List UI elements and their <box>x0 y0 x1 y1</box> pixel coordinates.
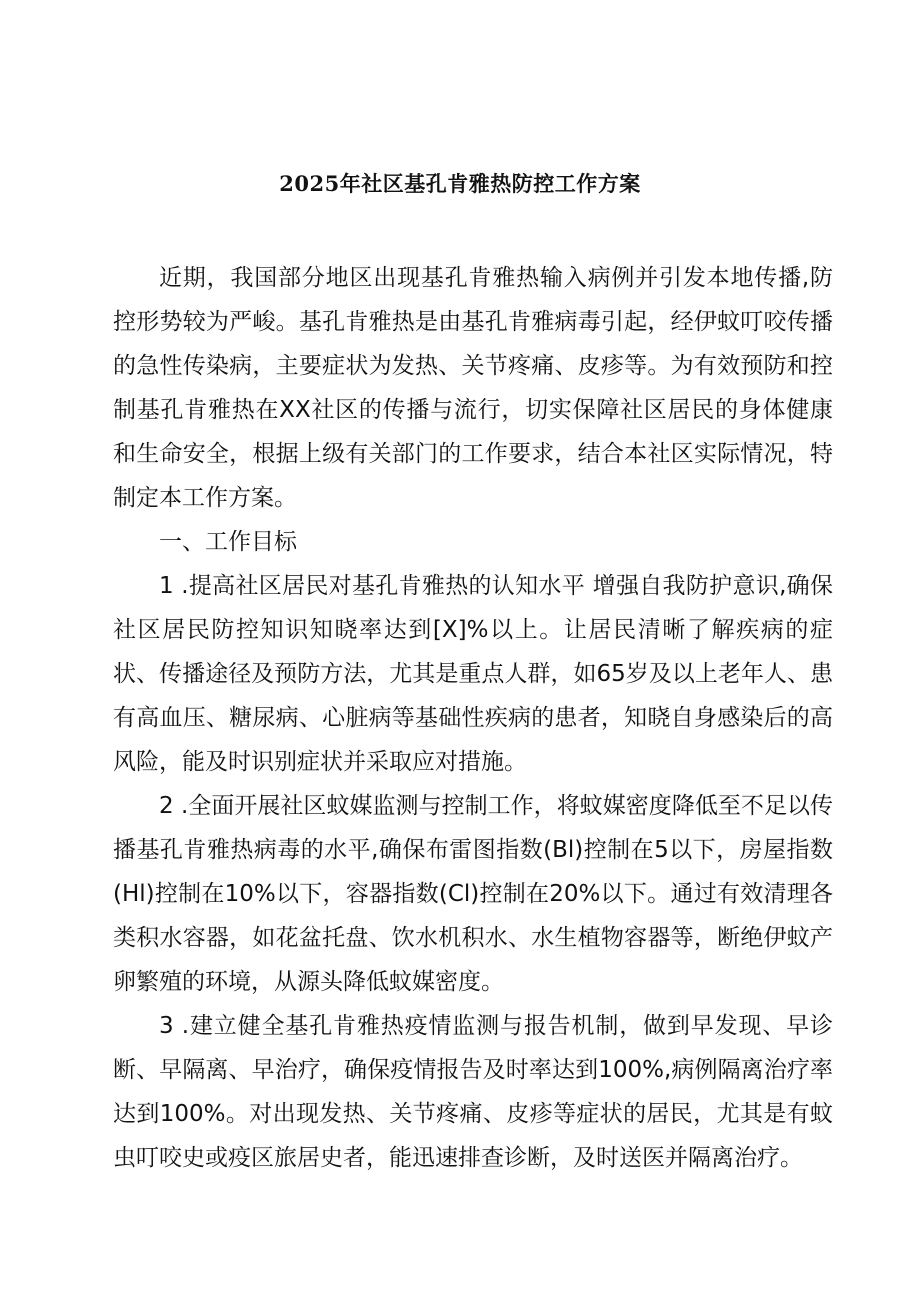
goal-item-3: 3 .建立健全基孔肯雅热疫情监测与报告机制，做到早发现、早诊断、早隔离、早治疗，确保疫情报告及时率达到100%,病例隔离治疗率达到100%。对出现发热、关节疼痛、皮疹等症状的居民，尤其是有蚊虫叮咬史或疫区旅居史者，能迅速排查诊断，及时送医并隔离治疗。 <box>113 1013 833 1171</box>
goal-item-2: 2 .全面开展社区蚊媒监测与控制工作，将蚊媒密度降低至不足以传播基孔肯雅热病毒的水平,确保布雷图指数(Bl)控制在5以下，房屋指数(Hl)控制在10%以下，容器指数(Cl)控制在20%以下。通过有效清理各类积水容器，如花盆托盘、饮水机积水、水生植物容器等，断绝伊蚊产卵繁殖的环境，从源头降低蚊媒密度。 <box>113 793 833 995</box>
intro-paragraph: 近期，我国部分地区出现基孔肯雅热输入病例并引发本地传播,防控形势较为严峻。基孔肯雅热是由基孔肯雅病毒引起，经伊蚊叮咬传播的急性传染病，主要症状为发热、关节疼痛、皮疹等。为有效预防和控制基孔肯雅热在XX社区的传播与流行，切实保障社区居民的身体健康和生命安全，根据上级有关部门的工作要求，结合本社区实际情况，特制定本工作方案。 <box>113 265 833 511</box>
section-heading-goals: 一、工作目标 <box>159 529 297 555</box>
document-body <box>113 256 833 1180</box>
document-title: 2025年社区基孔肯雅热防控工作方案 <box>279 171 641 196</box>
goal-item-1: 1 .提高社区居民对基孔肯雅热的认知水平 增强自我防护意识,确保社区居民防控知识知晓率达到[X]%以上。让居民清晰了解疾病的症状、传播途径及预防方法，尤其是重点人群，如65岁及以上老年人、患有高血压、糖尿病、心脏病等基础性疾病的患者，知晓自身感染后的高风险，能及时识别症状并采取应对措施。 <box>113 573 833 775</box>
